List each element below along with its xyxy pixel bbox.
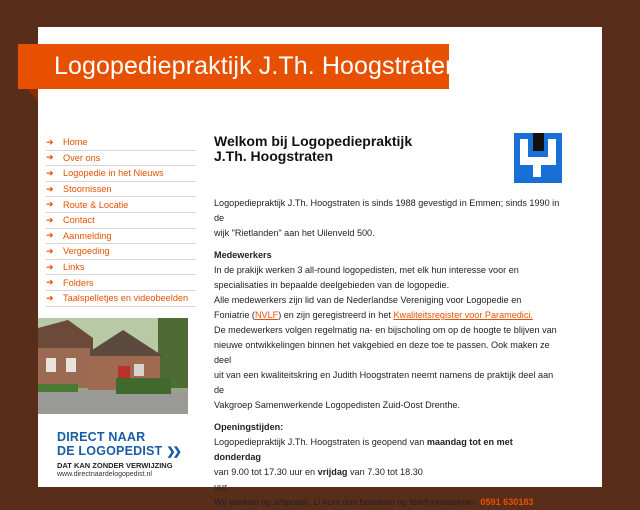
nav-item-home[interactable] <box>46 135 196 151</box>
text-line <box>214 465 562 480</box>
nav-item-folders[interactable] <box>46 275 196 291</box>
nav-label: Contact <box>63 215 95 226</box>
banner-fold <box>27 89 38 101</box>
text-line <box>214 435 562 465</box>
text-line: uur. <box>214 482 230 492</box>
kwaliteitsregister-link[interactable]: Kwaliteitsregister voor Paramedici. <box>393 310 533 320</box>
dnl-line3: DAT KAN ZONDER VERWIJZING <box>57 461 173 470</box>
arrow-right-icon: ➜ <box>46 183 54 194</box>
opening-heading: Openingstijden: <box>214 422 284 432</box>
site-title: Logopediepraktijk J.Th. Hoogstraten <box>54 52 460 80</box>
text-line: nieuwe ontwikkelingen binnen het vakgebied en deze toe te passen. Ook maken ze deel <box>214 340 550 365</box>
nvlf-link[interactable]: NVLF <box>254 310 279 320</box>
text-span: Wij werken op afspraak. U kunt ons bereiken op telefoonnummer: <box>214 497 481 507</box>
nav-item-over-ons[interactable] <box>46 151 196 167</box>
arrow-right-icon: ➜ <box>46 261 54 272</box>
text-line: De medewerkers volgen regelmatig na- en bijscholing om op de hoogte te blijven van <box>214 325 557 335</box>
text-span: maandag tot en met donderdag <box>214 437 513 462</box>
arrow-right-icon: ➜ <box>46 136 54 147</box>
text-line <box>214 495 562 510</box>
arrow-right-icon: ➜ <box>46 214 54 225</box>
nav-label: Route & Locatie <box>63 199 129 210</box>
text-line: In de prakijk werken 3 all-round logopedisten, met elk hun interesse voor en <box>214 265 519 275</box>
arrow-right-icon: ➜ <box>46 277 54 288</box>
text-span: van 7.30 tot 18.30 <box>347 467 423 477</box>
practice-building-photo <box>38 318 188 414</box>
nav-item-route[interactable] <box>46 197 196 213</box>
text-span: vrijdag <box>317 467 348 477</box>
double-chevron-icon: ❯❯ <box>166 446 179 458</box>
nav-item-links[interactable] <box>46 260 196 276</box>
text-line: specialisaties in bepaalde deelgebieden van de logopedie. <box>214 280 450 290</box>
text-line <box>214 308 562 323</box>
nav-label: Stoornissen <box>63 184 112 195</box>
text-span: van 9.00 tot 17.30 uur en <box>214 467 318 477</box>
nav-item-taalspelletjes[interactable] <box>46 291 196 307</box>
text-line: Vakgroep Samenwerkende Logopedisten Zuid-Oost Drenthe. <box>214 400 461 410</box>
arrow-right-icon: ➜ <box>46 167 54 178</box>
nav-label: Links <box>63 262 85 273</box>
phone-number[interactable]: 0591 630183 <box>480 497 534 507</box>
dnl-line2: DE LOGOPEDIST <box>57 444 163 458</box>
nav-label: Folders <box>63 277 94 288</box>
nav-item-vergoeding[interactable] <box>46 244 196 260</box>
nav-label: Logopedie in het Nieuws <box>63 168 164 179</box>
text-line: Alle medewerkers zijn lid van de Nederlandse Vereniging voor Logopedie en <box>214 295 522 305</box>
dnl-line1: DIRECT NAAR <box>57 430 146 444</box>
dnl-url: www.directnaardelogopedist.nl <box>57 471 152 478</box>
heading-line1: Welkom bij Logopediepraktijk <box>214 133 413 149</box>
nav-label: Aanmelding <box>63 230 112 241</box>
text-line: uit van een kwaliteitskring en Judith Hoogstraten neemt namens de praktijk deel aan de <box>214 370 554 395</box>
intro-line1: Logopediepraktijk J.Th. Hoogstraten is sinds 1988 gevestigd in Emmen; sinds 1990 in de <box>214 198 560 223</box>
arrow-right-icon: ➜ <box>46 245 54 256</box>
nav-label: Home <box>63 137 88 148</box>
nav-item-nieuws[interactable] <box>46 166 196 182</box>
arrow-right-icon: ➜ <box>46 152 54 163</box>
arrow-right-icon: ➜ <box>46 199 54 210</box>
text-span: Foniatrie ( <box>214 310 255 320</box>
nav-label: Taalspelletjes en videobeelden <box>63 293 189 304</box>
main-content <box>214 134 562 510</box>
nav-item-contact[interactable] <box>46 213 196 229</box>
nav-label: Over ons <box>63 152 101 163</box>
nav-item-stoornissen[interactable] <box>46 182 196 198</box>
text-span: ) en zijn geregistreerd in het <box>278 310 394 320</box>
sidebar-nav <box>46 135 196 307</box>
heading-line2: J.Th. Hoogstraten <box>214 148 334 164</box>
arrow-right-icon: ➜ <box>46 230 54 241</box>
nav-item-aanmelding[interactable] <box>46 229 196 245</box>
page-heading <box>214 134 562 164</box>
nav-label: Vergoeding <box>63 246 110 257</box>
intro-line2: wijk "Rietlanden" aan het Uilenveld 500. <box>214 228 375 238</box>
medewerkers-heading: Medewerkers <box>214 250 272 260</box>
text-span: Logopediepraktijk J.Th. Hoogstraten is geopend van <box>214 437 427 447</box>
direct-naar-logopedist-banner[interactable] <box>57 430 197 478</box>
arrow-right-icon: ➜ <box>46 292 54 303</box>
